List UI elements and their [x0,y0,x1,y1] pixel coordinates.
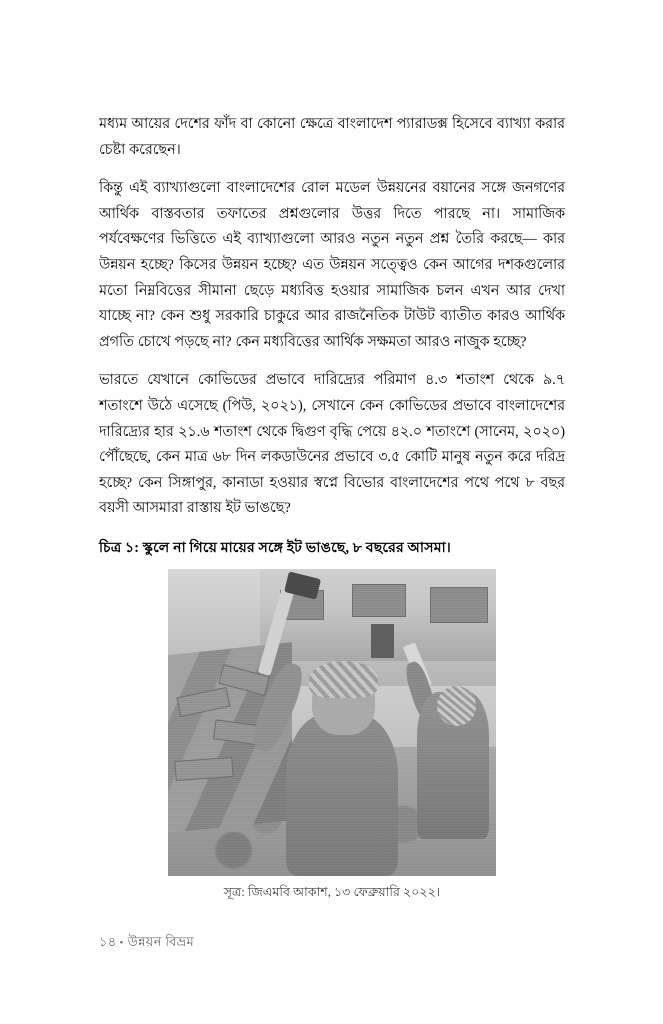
page-number: ১৪ [99,934,117,949]
footer-bullet-separator: • [119,937,124,950]
paragraph-1: মধ্যম আয়ের দেশের ফাঁদ বা কোনো ক্ষেত্রে বাংলাদেশ প্যারাডক্স হিসেবে ব্যাখ্যা করার চেষ্টা করেছেন। [99,116,565,158]
figure-photo-wrapper [168,569,496,876]
figure-caption: চিত্র ১: স্কুলে না গিয়ে মায়ের সঙ্গে ইট ভাঙছে, ৮ বছরের আসমা। [99,540,451,556]
paragraph-3: ভারতে যেখানে কোভিডের প্রভাবে দারিদ্র্যের পরিমাণ ৪.৩ শতাংশ থেকে ৯.৭ শতাংশে উঠে এসেছে (পিউ, ২০২১), সেখানে কেন কোভিডের প্রভাবে বাংলাদেশের দারিদ্র্যের হার ২১.৬ শতাংশ থেকে দ্বিগুণ বৃদ্ধি পেয়ে ৪২.০ শতাংশে (সানেম, ২০২০) পৌঁছেছে, কেন মাত্র ৬৮ দিন লকডাউনের প্রভাবে ৩.৫ কোটি মানুষ নতুন করে দরিদ্র হচ্ছে? কেন সিঙ্গাপুর, কানাডা হওয়ার স্বপ্নে বিভোর বাংলাদেশের পথে পথে ৮ বছর বয়সী আসমারা রাস্তায় ইট ভাঙছে? [99,372,565,517]
page-footer [99,933,194,952]
body-text-column [99,112,565,522]
figure-source-line: সূত্র: জিএমবি আকাশ, ১৩ ফেব্রুয়ারি ২০২২। [223,885,441,899]
running-title: উন্নয়ন বিভ্রম [127,934,194,949]
paragraph-2: কিন্তু এই ব্যাখ্যাগুলো বাংলাদেশের রোল মডেল উন্নয়নের বয়ানের সঙ্গে জনগণের আর্থিক বাস্তবতার তফাতের প্রশ্নগুলোর উত্তর দিতে পারছে না। সামাজিক পর্যবেক্ষণের ভিত্তিতে এই ব্যাখ্যাগুলো আরও নতুন নতুন প্রশ্ন তৈরি করছে— কার উন্নয়ন হচ্ছে? কিসের উন্নয়ন হচ্ছে? এত উন্নয়ন সত্ত্বেও কেন আগের দশকগুলোর মতো নিম্নবিত্তের সীমানা ছেড়ে মধ্যবিত্ত হওয়ার সামাজিক চলন এখন আর দেখা যাচ্ছে না? কেন শুধু সরকারি চাকুরে আর রাজনৈতিক টাউট ব্যাতীত কারও আর্থিক প্রগতি চোখে পড়ছে না? কেন মধ্যবিত্তের আর্থিক সক্ষমতা আরও নাজুক হচ্ছে? [99,180,565,350]
photo-film-grain [168,569,496,876]
figure-photograph [168,569,496,876]
figure-1 [99,537,565,901]
